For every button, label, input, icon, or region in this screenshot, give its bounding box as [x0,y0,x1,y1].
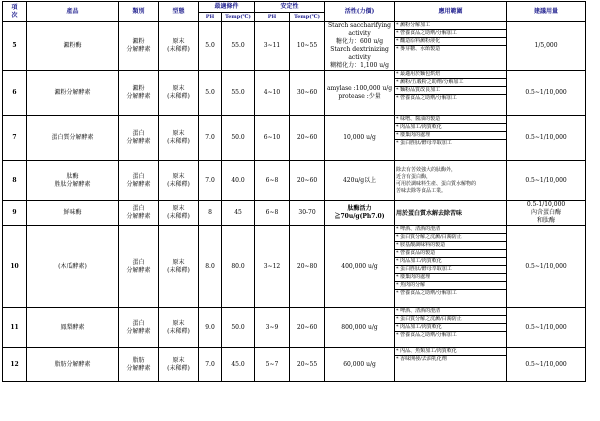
text-line: 澱粉 [132,38,145,45]
stability-ph: 3~11 [255,22,290,71]
optimal-ph: 8 [199,201,222,226]
dosage [507,308,586,348]
activity [325,116,395,161]
category [119,71,159,116]
dosage [507,161,586,201]
stability-ph: 6~8 [255,201,290,226]
application-item: * 肉品加工/肉質軟化 [395,324,506,332]
text-line: 400,000 u/g [341,262,378,270]
form [159,22,199,71]
text-line: 脂肪 [132,356,145,364]
application-range [395,226,507,308]
row-number: 6 [3,71,27,116]
text-line: Starch dextrinizing [330,46,389,53]
stability-ph: 5~7 [255,348,290,382]
text-line: 蛋白 [132,319,145,327]
text-line: (未稀釋) [167,93,190,100]
application-item: * 釀造原料澱粉液化 [395,38,506,46]
category [119,348,159,382]
text-line: 蛋白質分解酵素 [51,134,94,141]
product-name [27,308,119,348]
application-item: 用於蛋白質水解去除苦味 [396,209,463,217]
form [159,116,199,161]
optimal-temp: 45 [222,201,255,226]
text-line: 蛋白 [132,130,145,137]
form [159,348,199,382]
stability-ph: 6~10 [255,116,290,161]
application-range [395,71,507,116]
stability-temp: 20~60 [290,308,325,348]
text-line: 分解酵素 [126,266,151,274]
text-line: 原末 [172,258,185,266]
row-number: 9 [3,201,27,226]
enzyme-table [2,1,586,382]
activity [325,161,395,201]
table-row [3,308,586,348]
text-line: Starch saccharifying [328,22,391,29]
text-line: 420u/g以上 [342,176,377,184]
dosage [507,201,586,226]
application-item: * 啤酒、清酒的澄清 [395,226,506,234]
text-line: 鮮味酶 [63,209,82,216]
row-number: 12 [3,348,27,382]
application-item: * 內品、魚類加工/肉質軟化 [395,348,506,356]
application-item: * 味噌、醬油的製造 [395,116,506,124]
application-item: * 麥芽糖、水飴製造 [396,46,441,52]
stability-ph: 4~10 [255,71,290,116]
header-category: 類別 [119,2,159,22]
application-item: * 麵粉品質改良加工 [395,87,506,95]
optimal-ph: 9.0 [199,308,222,348]
text-line: 脂肪分解酵素 [54,360,91,368]
text-line: 分解酵素 [126,327,151,335]
application-item: * 蛋白質分解之沈澱/白濁防止 [395,316,506,324]
category [119,22,159,71]
text-line: 原末 [172,130,185,137]
text-line: 原末 [172,205,185,212]
text-line: 1/5,000 [534,42,558,49]
application-item: * 香味開發/去油乳化劑 [396,356,447,362]
stability-ph: 3~9 [255,308,290,348]
text-line: 原末 [172,319,185,327]
optimal-ph: 7.0 [199,116,222,161]
application-range [395,201,507,226]
application-item: * 營養食品之助劑/分解加工 [396,95,457,101]
application-range [395,116,507,161]
text-line: 內含蛋白酶 [531,209,562,216]
dosage [507,71,586,116]
text-line: 0.5~1/10,000 [525,262,567,270]
optimal-ph: 5.0 [199,22,222,71]
category [119,308,159,348]
text-line: 澱粉酶 [63,42,82,49]
text-line: 分解酵素 [126,93,151,100]
text-line: 分解酵素 [126,46,151,53]
table-row [3,161,586,201]
text-line: protease :少量 [338,93,381,100]
application-item: * 廢棄肉的處理 [395,132,506,140]
text-line: 0.5~1/10,000 [525,360,567,368]
stability-temp: 10~55 [290,22,325,71]
stability-temp: 20~55 [290,348,325,382]
application-item: * 最適用於麵包烘焙 [395,71,506,79]
text-line: activity [348,54,371,61]
table-row [3,348,586,382]
stability-temp: 20~80 [290,226,325,308]
activity [325,226,395,308]
text-line: (木瓜酵素) [58,262,87,270]
application-range [395,308,507,348]
activity [325,71,395,116]
text-line: 蛋白 [132,205,145,212]
text-line: 原末 [172,38,185,45]
application-item: * 啤酒、清酒的澄清 [395,308,506,316]
optimal-temp: 80.0 [222,226,255,308]
activity [325,22,395,71]
dosage [507,22,586,71]
text-line: (未稀釋) [167,327,190,335]
text-line: activity [348,30,371,37]
optimal-ph: 5.0 [199,71,222,116]
stability-ph: 3~12 [255,226,290,308]
application-item: * 廢棄肉的處理 [395,274,506,282]
header-stability: 安定性 [255,2,325,13]
application-item: * 澱粉分解加工 [395,22,506,30]
header-stab-ph: PH [255,13,290,22]
text-line: 10,000 u/g [343,134,376,141]
product-name [27,201,119,226]
text-line: 原末 [172,356,185,364]
product-name [27,161,119,201]
dosage [507,348,586,382]
activity [325,308,395,348]
text-line: 原末 [172,85,185,92]
application-item: * 肉品加工/肉質軟化 [395,258,506,266]
text-line: 分解酵素 [126,213,151,220]
text-line: (未稀釋) [167,180,190,188]
stability-temp: 30~60 [290,71,325,116]
row-number: 5 [3,22,27,71]
application-item: * 營養食品的製造 [395,250,506,258]
activity [325,201,395,226]
table-header [3,2,586,22]
text-line: 蛋白 [132,258,145,266]
form [159,201,199,226]
category [119,161,159,201]
text-line: 分解酵素 [126,138,151,145]
header-item [3,2,27,22]
row-number: 7 [3,116,27,161]
text-line: amylase :100,000 u/g [326,85,393,92]
text-line: 次 [11,11,18,19]
header-form: 型態 [159,2,199,22]
text-line: 糊精化力：1,100 u/g [330,62,389,69]
category [119,201,159,226]
form [159,161,199,201]
text-line: 鳳梨酵素 [60,323,85,331]
table-row [3,22,586,71]
application-range [395,22,507,71]
optimal-temp: 50.0 [222,308,255,348]
text-line: (未稀釋) [167,138,190,145]
stability-temp: 20~60 [290,161,325,201]
text-line: 分解酵素 [126,364,151,372]
text-line: 800,000 u/g [341,323,378,331]
header-application: 應用範圍 [395,2,507,22]
text-line: (未稀釋) [167,266,190,274]
product-name [27,348,119,382]
optimal-temp: 40.0 [222,161,255,201]
stability-temp: 20~60 [290,116,325,161]
dosage [507,116,586,161]
text-line: 肽酶活力≧70u/g(Ph7.0) [334,205,385,220]
application-item: * 營養食品之助劑/分解加工 [396,290,457,296]
product-name [27,71,119,116]
form [159,71,199,116]
text-line: 澱粉分解酵素 [54,89,91,96]
application-item: * 澱粉/五穀粉之助劑/分解加工 [395,79,506,87]
application-item: * 肉品加工/肉質軟化 [395,124,506,132]
text-line: 澱粉 [132,85,145,92]
application-range [395,348,507,382]
category [119,226,159,308]
text-line: (未稀釋) [167,46,190,53]
optimal-temp: 55.0 [222,22,255,71]
text-line: 0.5-1/10,000 [526,201,566,208]
application-item: * 胺基酸調味料的製造 [395,242,506,250]
application-item: * 魚肉的分解 [395,282,506,290]
form [159,226,199,308]
optimal-temp: 55.0 [222,71,255,116]
optimal-ph: 7.0 [199,348,222,382]
header-optimal-conditions: 最適條件 [199,2,255,13]
text-line: 0.5~1/10,000 [525,134,567,141]
header-opt-ph: PH [199,13,222,22]
header-opt-temp: Temp(℃) [222,13,255,22]
text-line: 60,000 u/g [343,360,376,368]
optimal-temp: 50.0 [222,116,255,161]
application-item: * 營養食品之助劑/分解加工 [395,30,506,38]
product-name [27,22,119,71]
form [159,308,199,348]
application-item: 除去有苦效強大的肽酶外， 近含有蛋白酶， 可用於調味料生產、蛋白質水解物的 苦味去除等食品工業。 [396,166,477,194]
header-activity: 活性(力價) [325,2,395,22]
application-range [395,161,507,201]
header-stab-temp: Temp(℃) [290,13,325,22]
stability-temp: 30-70 [290,201,325,226]
dosage [507,226,586,308]
product-name [27,226,119,308]
table-row [3,116,586,161]
category [119,116,159,161]
text-line: 胜肽分解酵素 [54,180,91,188]
text-line: 分解酵素 [126,180,151,188]
table-row [3,226,586,308]
text-line: 和肽酶 [537,217,556,224]
application-item: * 蛋白質分解之沈澱/白濁防止 [395,234,506,242]
header-product: 產品 [27,2,119,22]
application-item: * 蛋白胜肽/酵母萃取加工 [395,266,506,274]
text-line: 原末 [172,172,185,180]
text-line: 0.5~1/10,000 [525,323,567,331]
text-line: 糖化力：600 u/g [335,38,384,45]
text-line: 項 [11,3,18,11]
row-number: 11 [3,308,27,348]
table-body [3,22,586,382]
text-line: 肽酶 [66,172,79,180]
product-name [27,116,119,161]
application-item: * 營養食品之助劑/分解加工 [396,332,457,338]
optimal-temp: 45.0 [222,348,255,382]
application-item: * 蛋白胜肽/酵母萃取加工 [396,140,452,146]
row-number: 10 [3,226,27,308]
text-line: (未稀釋) [167,364,190,372]
optimal-ph: 8.0 [199,226,222,308]
text-line: (未稀釋) [167,213,190,220]
row-number: 8 [3,161,27,201]
activity [325,348,395,382]
table-row [3,201,586,226]
text-line: 蛋白 [132,172,145,180]
text-line: 0.5~1/10,000 [525,89,567,96]
table-row [3,71,586,116]
text-line: 0.5~1/10,000 [525,176,567,184]
stability-ph: 6~8 [255,161,290,201]
optimal-ph: 7.0 [199,161,222,201]
header-dosage: 建議用量 [507,2,586,22]
